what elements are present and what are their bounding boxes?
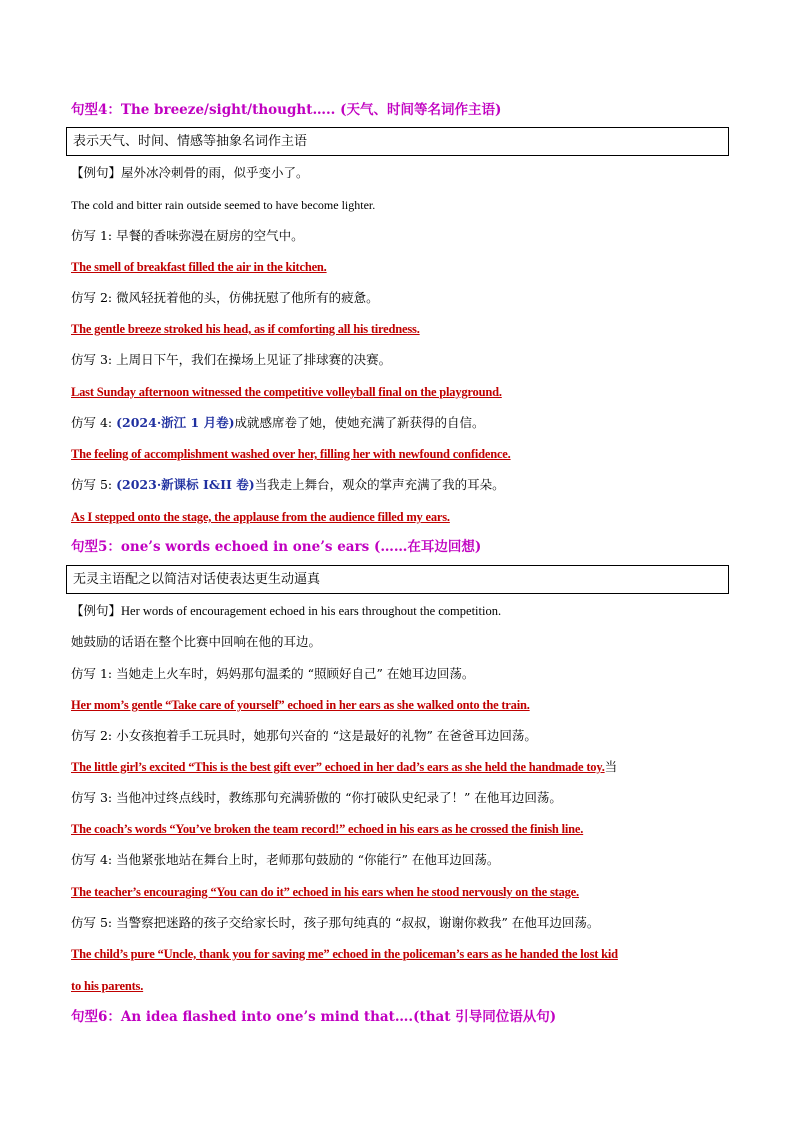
pattern4-example-cn: 【例句】屋外冰冷刺骨的雨，似乎变小了。 <box>71 165 309 180</box>
pattern5-prompt-5: 仿写 5: 当警察把迷路的孩子交给家长时，孩子那句纯真的 “叔叔，谢谢你救我” 在他耳边回荡。 <box>71 915 600 930</box>
pattern5-heading: 句型5：one’s words echoed in one’s ears (……在耳边回想) <box>71 539 482 555</box>
pattern4-note-box: 表示天气、时间、情感等抽象名词作主语 <box>66 127 729 156</box>
pattern5-answer-3: The coach’s words “You’ve broken the team record!” echoed in his ears as he crossed the finish line. <box>71 822 584 836</box>
pattern4-prompt-5 <box>71 476 505 494</box>
pattern5-answer-5: The child’s pure “Uncle, thank you for saving me” echoed in the policeman’s ears as he handed the lost kid <box>71 947 618 961</box>
pattern5-note-box: 无灵主语配之以简洁对话使表达更生动逼真 <box>66 565 729 594</box>
pattern5-example-en <box>71 602 501 620</box>
pattern5-prompt-4: 仿写 4: 当他紧张地站在舞台上时，老师那句鼓励的 “你能行” 在他耳边回荡。 <box>71 852 500 867</box>
pattern4-example-en: The cold and bitter rain outside seemed to have become lighter. <box>71 198 376 212</box>
stray-char: 当 <box>604 759 618 774</box>
pattern5-prompt-3: 仿写 3: 当他冲过终点线时，教练那句充满骄傲的 “你打破队史纪录了！” 在他耳边回荡。 <box>71 790 562 805</box>
pattern5-prompt-1: 仿写 1: 当她走上火车时，妈妈那句温柔的 “照顾好自己” 在她耳边回荡。 <box>71 666 475 681</box>
pattern4-answer-5: As I stepped onto the stage, the applause from the audience filled my ears. <box>71 510 450 524</box>
pattern4-answer-4: The feeling of accomplishment washed over her, filling her with newfound confidence. <box>71 447 511 461</box>
pattern5-example-cn: 她鼓励的话语在整个比赛中回响在他的耳边。 <box>71 634 322 649</box>
pattern4-prompt-4 <box>71 414 485 432</box>
pattern4-answer-3: Last Sunday afternoon witnessed the competitive volleyball final on the playground. <box>71 385 502 399</box>
pattern5-prompt-2: 仿写 2: 小女孩抱着手工玩具时，她那句兴奋的 “这是最好的礼物” 在爸爸耳边回荡。 <box>71 728 537 743</box>
pattern4-prompt-1: 仿写 1: 早餐的香味弥漫在厨房的空气中。 <box>71 228 304 243</box>
pattern5-answer-4: The teacher’s encouraging “You can do it” echoed in his ears when he stood nervously on the stage. <box>71 885 579 899</box>
exam-source-tag: (2024·浙江 1 月卷) <box>116 415 235 430</box>
pattern6-heading: 句型6：An idea flashed into one’s mind that….(that 引导同位语从句) <box>71 1009 557 1025</box>
prompt-text: 当我走上舞台，观众的掌声充满了我的耳朵。 <box>254 477 505 492</box>
exam-source-tag: (2023·新课标 I&II 卷) <box>116 477 255 492</box>
pattern4-prompt-3: 仿写 3: 上周日下午，我们在操场上见证了排球赛的决赛。 <box>71 352 392 367</box>
example-text: 【例句】Her words of encouragement echoed in his ears throughout the competition. <box>71 604 502 618</box>
pattern4-prompt-2: 仿写 2: 微风轻抚着他的头，仿佛抚慰了他所有的疲惫。 <box>71 290 379 305</box>
prompt-label: 仿写 5: <box>71 477 117 492</box>
prompt-text: 成就感席卷了她，使她充满了新获得的自信。 <box>234 415 485 430</box>
pattern5-answer-2-line <box>71 758 617 776</box>
pattern5-answer-1: Her mom’s gentle “Take care of yourself” echoed in her ears as she walked onto the train. <box>71 698 530 712</box>
pattern4-answer-1: The smell of breakfast filled the air in the kitchen. <box>71 260 327 274</box>
pattern5-answer-5-cont: to his parents. <box>71 979 144 993</box>
pattern5-answer-2: The little girl’s excited “This is the best gift ever” echoed in her dad’s ears as she held the handmade toy. <box>71 760 605 774</box>
pattern4-heading: 句型4：The breeze/sight/thought….. (天气、时间等名词作主语) <box>71 102 502 118</box>
pattern4-answer-2: The gentle breeze stroked his head, as if comforting all his tiredness. <box>71 322 420 336</box>
prompt-label: 仿写 4: <box>71 415 117 430</box>
